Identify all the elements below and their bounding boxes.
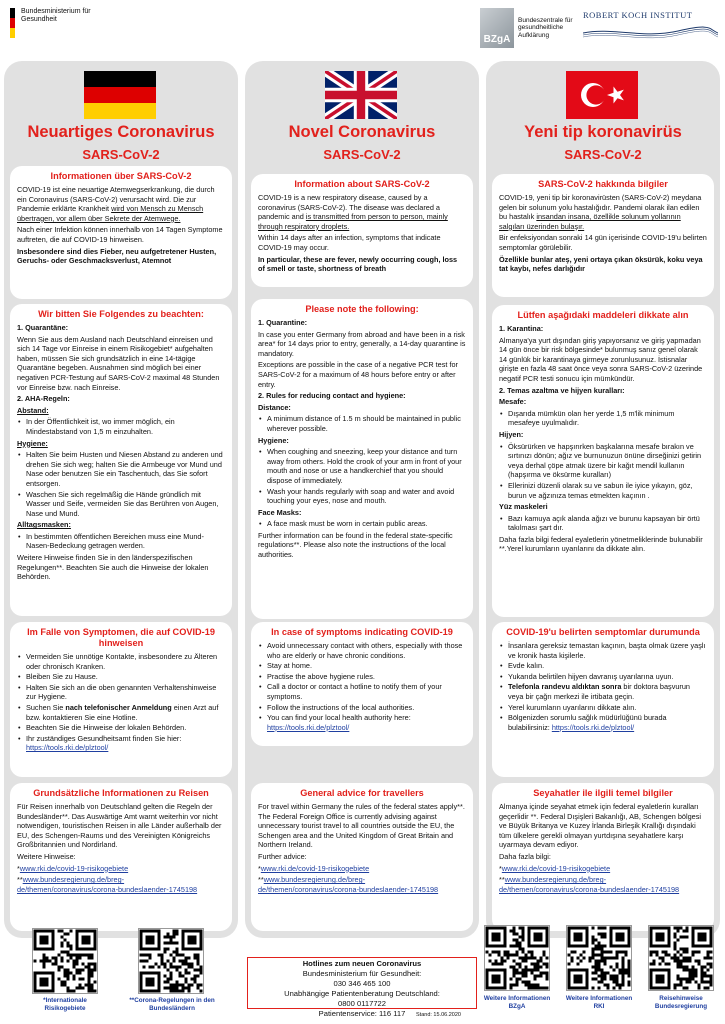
tr-please-further: Daha fazla bilgi federal eyaletlerin yönetmeliklerinde bulunabilir **.Yerel kurumların uyarılarını da dikkate alın. (499, 534, 703, 554)
qr2-caption: **Corona-Regelungen in den Bundesländern (129, 997, 215, 1012)
en-hygiene-list (258, 447, 466, 506)
list-item: • Dışarıda mümkün olan her yerde 1,5 m'lik minimum mesafeye uyulmalıdır. (499, 409, 707, 428)
en-title: Novel Coronavirus (288, 123, 436, 141)
en-info-box (251, 174, 473, 287)
list-item: • Ellerinizi düzenli olarak su ve sabun ile iyice yıkayın, göz, burun ve ağzınıza temas etmekten kaçının . (499, 481, 707, 500)
en-plztool-link[interactable]: https://tools.rki.de/plztool/ (267, 722, 350, 732)
tr-travel-heading: Seyahatler ile ilgili temel bilgiler (533, 788, 673, 798)
qr-pattern-icon (649, 926, 713, 990)
en-info-p1: COVID-19 is a new respiratory disease, caused by a coronavirus (SARS-CoV-2). The disease was declared a pandemic and is transmitted from person to person, mainly through respiratory droplets. (258, 193, 448, 231)
de-info-box (10, 166, 232, 299)
list-item: • Telefonla randevu aldıktan sonra bir doktora başvurun veya bir çağrı merkezi ile irtibata geçin. (499, 682, 707, 701)
en-please-box: Please note the following: 1. Quarantine: In case you enter Germany from abroad and have been in a risk area* for 14 days prior to entry, generally, a 14-day quarantine is mandatory. Exceptions are possible in the case of a negative PCR test for SARS-CoV-2 for a maximum of 48 hours before entry or after entry. 2. Rules for reducing contact and hygiene: Distance: • A minimum distance of 1.5 m should be maintained in public wherever possible. Hygiene: • When coughing and sneezing, keep your distance and turn away from others. Hold the crook of your arm in front of your mouth and nose or use a handkerchief that you should dispose of immediately. • Wash your hands regularly with soap and water and avoid touching your eyes, nose and mouth. Face Masks: • A face mask must be worn in certain public areas. Further information can be found in the federal state-specific regulations**. Please also note the instructions of the local authorities. (251, 299, 473, 619)
list-item: • In der Öffentlichkeit ist, wo immer möglich, ein Mindestabstand von 1,5 m einzuhalten. (17, 417, 225, 436)
list-item: • Call a doctor or contact a hotline to notify them of your symptoms. (258, 682, 466, 701)
hotline-bmg-label: Bundesministerium für Gesundheit: (302, 969, 422, 978)
qr-code-bzga[interactable] (484, 925, 550, 991)
qr5-caption: Reisehinweise Bundesregierung (654, 995, 708, 1010)
de-bund-link[interactable]: www.bundesregierung.de/breg-de/themen/coronavirus/corona-bundeslaender-1745198 (17, 875, 198, 894)
rki-wave-icon (583, 25, 718, 41)
de-please-box: Wir bitten Sie Folgendes zu beachten: 1. Quarantäne: Wenn Sie aus dem Ausland nach Deutschland einreisen und sich 14 Tage vor Einreise in einem Risikogebiet* aufgehalten haben, müssen Sie sich grundsätzlich in eine 14-tägige Quarantäne begeben. Ausnahmen sind möglich bei einer negativen PCR-Testung auf SARS-CoV-2 maximal 48 Stunden vor Einreise bzw. nach Einreise. 2. AHA-Regeln: Abstand: • In der Öffentlichkeit ist, wo immer möglich, ein Mindestabstand von 1,5 m einzuhalten. Hygiene: • Halten Sie beim Husten und Niesen Abstand zu anderen und drehen Sie sich weg; halten Sie die Armbeuge vor Mund und Nase oder benutzen Sie ein Taschentuch, das Sie sofort entsorgen. • Waschen Sie sich regelmäßig die Hände gründlich mit Wasser und Seife, vermeiden Sie das Berühren von Augen, Nase und Mund. Alltagsmasken: • In bestimmten öffentlichen Bereichen muss eine Mund-Nasen-Bedeckung getragen werden. Weitere Hinweise finden Sie in den länderspezifischen Regelungen**. Beachten Sie auch die Hinweise der lokalen Behörden. (10, 304, 232, 616)
list-item: • Evde kalın. (499, 661, 707, 671)
list-item: • You can find your local health authority here: https://tools.rki.de/plztool/ (258, 713, 466, 732)
en-symptoms-box (251, 622, 473, 746)
qr-pattern-icon (485, 926, 549, 990)
qr-code-rki[interactable] (566, 925, 632, 991)
de-risk-link[interactable]: www.rki.de/covid-19-risikogebiete (19, 863, 129, 873)
qr4-caption: Weitere Informationen RKI (565, 995, 633, 1010)
de-quarantine-text: Wenn Sie aus dem Ausland nach Deutschland einreisen und sich 14 Tage vor Einreise in einem Risikogebiet* aufgehalten haben, müssen Sie sich grundsätzlich in eine 14-tägige Quarantäne begeben. Ausnahmen sind möglich bei einer negativen PCR-Testung auf SARS-CoV-2 maximal 48 Stunden vor Einreise bzw. nach Einreise. (17, 334, 220, 392)
list-item: • Practise the above hygiene rules. (258, 672, 466, 682)
en-info-heading: Information about SARS-CoV-2 (294, 179, 430, 189)
list-item: • A face mask must be worn in certain public areas. (258, 519, 466, 529)
en-risk-link[interactable]: www.rki.de/covid-19-risikogebiete (260, 863, 370, 873)
tr-please-box: Lütfen aşağıdaki maddeleri dikkate alın 1. Karantina: Almanya'ya yurt dışından giriş yapıyorsanız ve giriş yapmadan 14 gün önce bir risk bölgesinde* bulunmuş sanız genel olarak 14 günlük bir karantinaya girmeye zorunlusunuz. İstisnalar girişte en fazla 48 saat önce veya sonra SARS-CoV-2 üzerinde negatif PCR testi sonucu için mümkündür. 2. Temas azaltma ve hijyen kuralları: Mesafe: • Dışarıda mümkün olan her yerde 1,5 m'lik minimum mesafeye uyulmalıdır. Hijyen: • Öksürürken ve hapşırırken başkalarına mesafe bırakın ve sırtınızı dönün; ağız ve burnunuzun önüne dirseğinizi getirin veya derhal çöpe atmak üzere bir kağıt mendil kullanın (hapşırma ve öksürme kuralları) • Ellerinizi düzenli olarak su ve sabun ile iyice yıkayın, göz, burun ve ağzınıza temas etmekten kaçının . Yüz maskeleri • Bazı kamuya açık alanda ağızı ve burunu kapsayan bir örtü takılması şart dır. Daha fazla bilgi federal eyaletlerin yönetmeliklerinde bulunabilir **.Yerel kurumların uyarılarını da dikkate alın. (492, 305, 714, 617)
en-bund-link[interactable]: www.bundesregierung.de/breg-de/themen/coronavirus/corona-bundeslaender-1745198 (258, 875, 439, 894)
de-info-heading: Informationen über SARS-CoV-2 (50, 171, 192, 181)
qr-pattern-icon (139, 929, 203, 993)
turkish-column (486, 61, 720, 938)
tr-title: Yeni tip koronavirüs (524, 123, 682, 141)
hotline-bmg-number: 030 346 465 100 (333, 979, 391, 988)
de-info-p1: COVID-19 ist eine neuartige Atemwegserkrankung, die durch ein Coronavirus (SARS-CoV-2) verursacht wird. Die zur Pandemie erklärte Krankheit wird von Mensch zu Mensch übertragen, vor allem über Sekrete der Atemwege. (17, 185, 215, 223)
en-please-further: Further information can be found in the federal state-specific regulations**. Please also note the instructions of the local authorities. (258, 530, 453, 560)
en-symptoms-heading: In case of symptoms indicating COVID-19 (271, 627, 453, 637)
ministry-name: Bundesministerium für Gesundheit (21, 8, 91, 23)
de-symptoms-heading: Im Falle von Symptomen, die auf COVID-19 hinweisen (27, 627, 215, 648)
list-item: • Suchen Sie nach telefonischer Anmeldung einen Arzt auf bzw. kontaktieren Sie eine Hotline. (17, 703, 225, 722)
en-please-heading: Please note the following: (305, 304, 419, 314)
en-travel-text: For travel within Germany the rules of the federal states apply**. The Federal Foreign Office is currently advising against unnecessary tourist travel to all countries outside the EU, the Schengen area and the United Kingdom of Great Britain and Northern Ireland. (258, 802, 465, 850)
turkish-flag-icon (566, 71, 638, 119)
list-item: • Bazı kamuya açık alanda ağızı ve burunu kapsayan bir örtü takılması şart dır. (499, 514, 707, 533)
english-column (245, 61, 479, 938)
list-item: • Vermeiden Sie unnötige Kontakte, insbesondere zu Älteren oder chronisch Kranken. (17, 652, 225, 671)
list-item: • Ihr zuständiges Gesundheitsamt finden Sie hier: https://tools.rki.de/plztool/ (17, 734, 225, 753)
stand-date: Stand: 15.06.2020 (416, 1012, 461, 1018)
bzga-name: Bundeszentrale für gesundheitliche Aufklärung (518, 16, 573, 39)
list-item: • Waschen Sie sich regelmäßig die Hände gründlich mit Wasser und Seife, vermeiden Sie das Berühren von Augen, Nase und Mund. (17, 490, 225, 519)
de-distance-list (17, 417, 225, 436)
list-item: • Yukarıda belirtilen hijyen davranış uyarılarına uyun. (499, 672, 707, 682)
rki-name: ROBERT KOCH INSTITUT (583, 10, 693, 20)
en-travel-heading: General advice for travellers (300, 788, 424, 798)
uk-flag-icon (325, 71, 397, 119)
de-info-p3: Insbesondere sind dies Fieber, neu aufgetretener Husten, Geruchs- oder Geschmacksverlust, Atemnot (17, 246, 217, 266)
tr-risk-link[interactable]: www.rki.de/covid-19-risikogebiete (501, 863, 611, 873)
de-title: Neuartiges Coronavirus (27, 123, 215, 141)
bmg-logo (10, 6, 101, 38)
en-travel-further: Further advice: (258, 851, 307, 861)
bzga-logo-mark: BZgA (480, 8, 514, 48)
tr-travel-box: Seyahatler ile ilgili temel bilgiler Almanya içinde seyahat etmek için federal eyaletlerin kuralları geçerlidir **. Federal Dışişleri Bakanlığı, AB, Schengen bölgesi ve Büyük Britanya ve Kuzey İrlanda Birleşik Krallığı dışındaki tüm ülkelere gerekli olmayan yurtdışına seyahatlere karşı uyarmaya devam ediyor. Daha fazla bilgi: *www.rki.de/covid-19-risikogebiete **www.bundesregierung.de/breg-de/themen/coronavirus/corona-bundeslaender-1745198 (492, 783, 714, 931)
en-symptoms-list (258, 641, 466, 732)
tr-info-p2: Bir enfeksiyondan sonraki 14 gün içerisinde COVID-19'u belirten semptomlar görülebilir. (499, 233, 707, 252)
tr-info-box (492, 174, 714, 297)
qr-code-risk-areas[interactable] (32, 928, 98, 994)
header (0, 0, 725, 58)
de-symptoms-list (17, 652, 225, 753)
de-plztool-link[interactable]: https://tools.rki.de/plztool/ (26, 743, 109, 753)
de-travel-box: Grundsätzliche Informationen zu Reisen Für Reisen innerhalb von Deutschland gelten die Regeln der Bundesländer**. Das Auswärtige Amt warnt weiterhin vor nicht notwendigen, touristischen Reisen in alle Länder außerhalb der EU, des Schengen-Raums und des Vereinigten Königreichs Großbritannien und Nordirland. Weitere Hinweise: *www.rki.de/covid-19-risikogebiete **www.bundesregierung.de/breg-de/themen/coronavirus/corona-bundeslaender-1745198 (10, 783, 232, 931)
tr-info-p3: Özellikle bunlar ateş, yeni ortaya çıkan öksürük, koku veya tat kaybı, nefes darlığıdır (499, 254, 703, 274)
tr-symptoms-box (492, 622, 714, 777)
qr1-caption: *Internationale Risikogebiete (43, 997, 87, 1012)
en-distance-list (258, 414, 466, 433)
en-info-p3: In particular, these are fever, newly occurring cough, loss of smell or taste, shortness of breath (258, 254, 458, 274)
en-subtitle: SARS-CoV-2 (323, 147, 401, 162)
list-item: • Öksürürken ve hapşırırken başkalarına mesafe bırakın ve sırtınızı dönün; ağız ve burnunuzun önüne dirseğinizi getirin veya derhal çöpe atmak üzere bir kağıt mendil kullanın (hapşırma ve öksürme kuralları) (499, 442, 707, 480)
de-please-heading: Wir bitten Sie Folgendes zu beachten: (38, 309, 204, 319)
qr-pattern-icon (33, 929, 97, 993)
qr3-caption: Weitere Informationen BZgA (483, 995, 551, 1010)
tr-quarantine-text: Almanya'ya yurt dışından giriş yapıyorsanız ve giriş yapmadan 14 gün önce bir risk bölgesinde* bulunmuş sanız genel olarak 14 günlük bir karantinaya girmeye zorunlusunuz. İstisnalar girişte en fazla 48 saat önce veya sonra SARS-CoV-2 üzerinde negatif PCR testi sonucu için mümkündür. (499, 335, 703, 383)
de-travel-text: Für Reisen innerhalb von Deutschland gelten die Regeln der Bundesländer**. Das Auswärtige Amt warnt weiterhin vor nicht notwendigen, touristischen Reisen in alle Länder außerhalb der EU, des Schengen-Raums und des Vereinigten Königreichs Großbritannien und Nordirland. (17, 802, 222, 850)
list-item: • Halten Sie beim Husten und Niesen Abstand zu anderen und drehen Sie sich weg; halten Sie die Armbeuge vor Mund und Nase oder benutzen Sie ein Taschentuch, das Sie sofort entsorgen. (17, 450, 225, 488)
hotline-upd-number: 0800 0117722 (337, 999, 386, 1008)
tr-travel-text: Almanya içinde seyahat etmek için federal eyaletlerin kuralları geçerlidir **. Federal Dışişleri Bakanlığı, AB, Schengen bölgesi ve Büyük Britanya ve Kuzey İrlanda Birleşik Krallığı dışındaki tüm ülkelere gerekli olmayan yurtdışına seyahatlere karşı uyarmaya devam ediyor. (499, 802, 701, 850)
de-mask-list (17, 532, 225, 551)
en-quarantine-text: In case you enter Germany from abroad and have been in a risk area* for 14 days prior to entry, generally, a 14-day quarantine is mandatory. (258, 329, 466, 358)
de-travel-heading: Grundsätzliche Informationen zu Reisen (33, 788, 209, 798)
hotline-patient-service: Patientenservice: 116 117 (318, 1009, 406, 1018)
de-travel-further: Weitere Hinweise: (17, 851, 76, 861)
qr-code-bundesregierung[interactable] (648, 925, 714, 991)
en-travel-box: General advice for travellers For travel within Germany the rules of the federal states apply**. The Federal Foreign Office is currently advising against unnecessary tourist travel to all countries outside the EU, the Schengen area and the United Kingdom of Great Britain and Northern Ireland. Further advice: *www.rki.de/covid-19-risikogebiete **www.bundesregierung.de/breg-de/themen/coronavirus/corona-bundeslaender-1745198 (251, 783, 473, 931)
de-info-p2: Nach einer Infektion können innerhalb von 14 Tagen Symptome auftreten, die auf COVID-19 hinweisen. (17, 225, 223, 244)
tr-subtitle: SARS-CoV-2 (564, 147, 642, 162)
tr-travel-further: Daha fazla bilgi: (499, 851, 551, 861)
en-info-p2: Within 14 days after an infection, symptoms that indicate COVID-19 may occur. (258, 233, 441, 252)
de-please-further: Weitere Hinweise finden Sie in den länderspezifischen Regelungen**. Beachten Sie auch die Hinweise der lokalen Behörden. (17, 553, 209, 582)
rki-logo (583, 10, 718, 41)
list-item: • A minimum distance of 1.5 m should be maintained in public wherever possible. (258, 414, 466, 433)
hotline-upd-label: Unabhängige Patientenberatung Deutschland: (284, 989, 440, 998)
en-mask-list (258, 519, 466, 529)
tr-please-heading: Lütfen aşağıdaki maddeleri dikkate alın (517, 310, 689, 320)
tr-hygiene-list (499, 442, 707, 501)
de-symptoms-box (10, 622, 232, 777)
list-item: • Bleiben Sie zu Hause. (17, 672, 225, 682)
list-item: • Follow the instructions of the local authorities. (258, 703, 466, 713)
list-item: • İnsanlara gereksiz temastan kaçının, başta olmak üzere yaşlı ve kronik hasta kişilerle. (499, 641, 707, 660)
list-item: • When coughing and sneezing, keep your distance and turn away from others. Hold the crook of your arm in front of your mouth and nose or use a handkerchief that you should dispose of immediately. (258, 447, 466, 485)
qr-pattern-icon (567, 926, 631, 990)
hotline-title: Hotlines zum neuen Coronavirus (302, 959, 422, 968)
list-item: • Avoid unnecessary contact with others, especially with those who are elderly or have chronic conditions. (258, 641, 466, 660)
list-item: • Yerel kurumların uyarılarını dikkate alın. (499, 703, 707, 713)
tr-info-heading: SARS-CoV-2 hakkında bilgiler (538, 179, 668, 189)
list-item: • In bestimmten öffentlichen Bereichen muss eine Mund-Nasen-Bedeckung getragen werden. (17, 532, 225, 551)
list-item: • Bölgenizden sorumlu sağlık müdürlüğünü burada bulabilirsiniz: https://tools.rki.de/plztool/ (499, 713, 707, 732)
german-eagle-flag-icon (10, 8, 15, 38)
bzga-logo (480, 8, 580, 48)
list-item: • Beachten Sie die Hinweise der lokalen Behörden. (17, 723, 225, 733)
de-subtitle: SARS-CoV-2 (82, 147, 160, 162)
de-hygiene-list (17, 450, 225, 518)
list-item: • Halten Sie sich an die oben genannten Verhaltenshinweise zur Hygiene. (17, 683, 225, 702)
tr-symptoms-heading: COVID-19'u belirten semptomlar durumunda (506, 627, 700, 637)
tr-distance-list (499, 409, 707, 428)
tr-info-p1: COVID-19, yeni tip bir koronavirüsten (SARS-CoV-2) meydana gelen bir solunum yolu hastalığıdır. Pandemi olarak ilan edilen bu hastalık insandan insana, özellikle solunum yollarının salgıları üzerinden bulaşır. (499, 193, 702, 231)
list-item: • Wash your hands regularly with soap and water and avoid touching your eyes, nose and mouth. (258, 487, 466, 506)
tr-bund-link[interactable]: www.bundesregierung.de/breg-de/themen/coronavirus/corona-bundeslaender-1745198 (499, 875, 680, 894)
tr-plztool-link[interactable]: https://tools.rki.de/plztool/ (551, 722, 635, 732)
qr-code-state-rules[interactable] (138, 928, 204, 994)
en-quarantine-text2: Exceptions are possible in the case of a negative PCR test for SARS-CoV-2 for a maximum of 48 hours before entry or after entry. (258, 360, 458, 389)
tr-symptoms-list (499, 641, 707, 732)
list-item: • Stay at home. (258, 661, 466, 671)
german-flag-icon (84, 71, 156, 119)
tr-mask-list (499, 514, 707, 533)
german-column (4, 61, 238, 938)
